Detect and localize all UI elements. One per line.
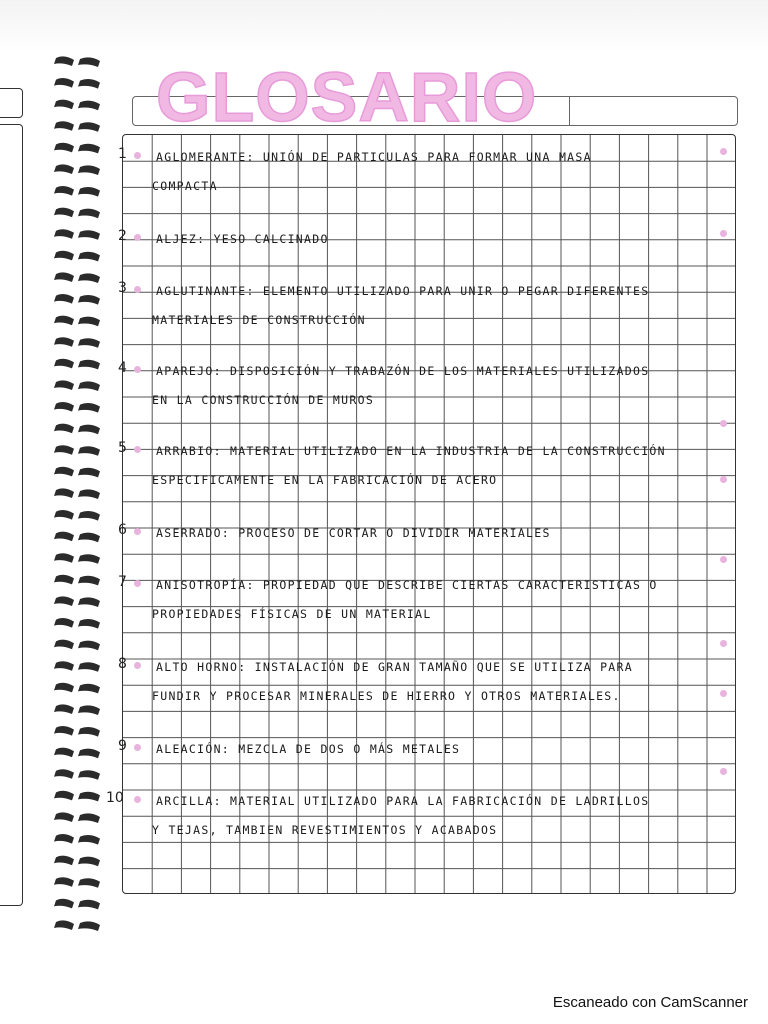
pink-dot — [134, 662, 141, 669]
pink-dot — [720, 690, 727, 697]
pink-dot — [720, 230, 727, 237]
entry-number: 4 — [118, 360, 127, 376]
pink-dot — [134, 286, 141, 293]
entry-line: AGLUTINANTE: ELEMENTO UTILIZADO PARA UNIR O PEGAR DIFERENTES — [156, 284, 650, 298]
scanner-watermark: Escaneado con CamScanner — [552, 994, 748, 1011]
page-title: GLOSARIO — [156, 58, 538, 136]
entry-number: 7 — [118, 574, 127, 590]
pink-dot — [134, 796, 141, 803]
entry-number: 3 — [118, 280, 127, 296]
pink-dot — [720, 476, 727, 483]
entry-line: AGLOMERANTE: UNIÓN DE PARTICULAS PARA FORMAR UNA MASA — [156, 150, 592, 164]
pink-dot — [720, 768, 727, 775]
entry-number: 6 — [118, 522, 127, 538]
pink-dot — [134, 446, 141, 453]
entry-line: COMPACTA — [152, 179, 218, 193]
entry-number: 9 — [118, 738, 127, 754]
entry-line: ESPECIFICAMENTE EN LA FABRICACIÓN DE ACERO — [152, 473, 498, 487]
pink-dot — [720, 640, 727, 647]
pink-dot — [134, 744, 141, 751]
entry-line: PROPIEDADES FÍSICAS DE UN MATERIAL — [152, 607, 432, 621]
entry-line: ARCILLA: MATERIAL UTILIZADO PARA LA FABRICACIÓN DE LADRILLOS — [156, 794, 650, 808]
entry-line: MATERIALES DE CONSTRUCCIÓN — [152, 313, 366, 327]
entry-line: ASERRADO: PROCESO DE CORTAR O DIVIDIR MATERIALES — [156, 526, 551, 540]
entry-line: ANISOTROPÍA: PROPIEDAD QUE DESCRIBE CIERTAS CARACTERISTICAS O — [156, 578, 658, 592]
pink-dot — [134, 152, 141, 159]
entry-line: FUNDIR Y PROCESAR MINERALES DE HIERRO Y OTROS MATERIALES. — [152, 689, 621, 703]
entry-line: ARRABIO: MATERIAL UTILIZADO EN LA INDUSTRIA DE LA CONSTRUCCIÓN — [156, 444, 666, 458]
entry-number: 10 — [106, 790, 124, 806]
entry-line: ALJEZ: YESO CALCINADO — [156, 232, 329, 246]
entry-number: 2 — [118, 228, 127, 244]
entry-line: ALEACIÓN: MEZCLA DE DOS O MÁS METALES — [156, 742, 461, 756]
entry-number: 5 — [118, 440, 127, 456]
entry-line: EN LA CONSTRUCCIÓN DE MUROS — [152, 393, 375, 407]
pink-dot — [134, 366, 141, 373]
pink-dot — [134, 234, 141, 241]
pink-dot — [134, 580, 141, 587]
entry-line: ALTO HORNO: INSTALACIÓN DE GRAN TAMAÑO QUE SE UTILIZA PARA — [156, 660, 633, 674]
entry-line: Y TEJAS, TAMBIEN REVESTIMIENTOS Y ACABADOS — [152, 823, 498, 837]
entry-line: APAREJO: DISPOSICIÓN Y TRABAZÓN DE LOS MATERIALES UTILIZADOS — [156, 364, 650, 378]
pink-dot — [720, 420, 727, 427]
entry-number: 1 — [118, 146, 127, 162]
pink-dot — [720, 556, 727, 563]
entry-number: 8 — [118, 656, 127, 672]
pink-dot — [720, 148, 727, 155]
pink-dot — [134, 528, 141, 535]
